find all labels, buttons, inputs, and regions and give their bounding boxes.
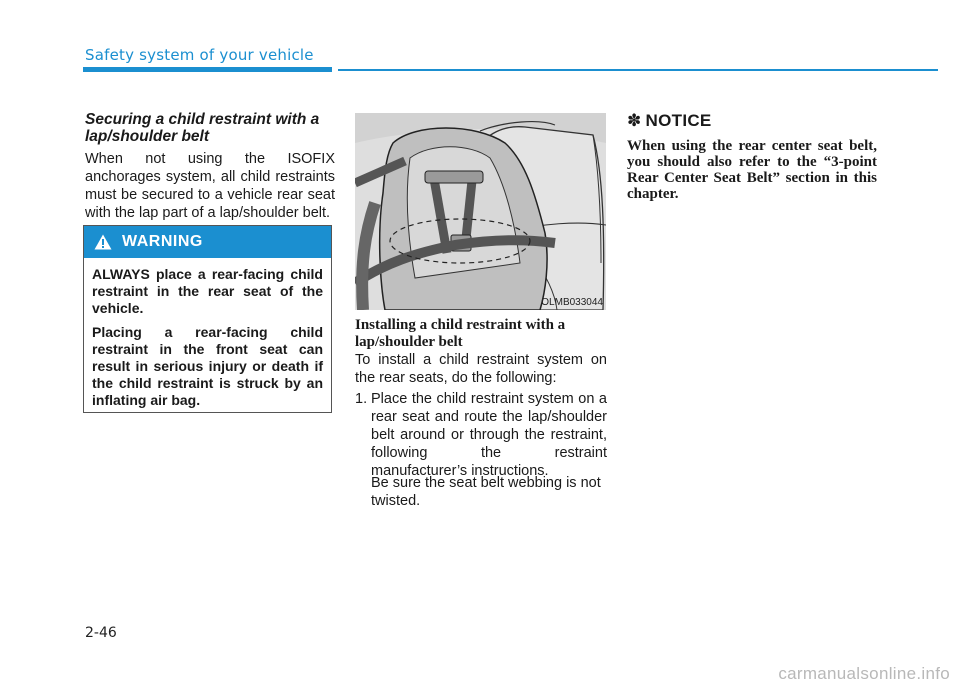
install-step [355,390,607,480]
notice-label: NOTICE [645,111,712,130]
watermark: carmanualsonline.info [778,664,950,683]
warning-box [83,225,332,413]
page-number: 2-46 [85,625,117,641]
warning-paragraph: ALWAYS place a rear-facing child restraint in the rear seat of the vehicle. [92,266,323,316]
isofix-paragraph: When not using the ISOFIX anchorages system, all child restraints must be secured to a vehicle rear seat with the lap part of a lap/shoulder belt. [85,151,335,221]
install-intro: To install a child restraint system on the rear seats, do the following: [355,352,607,386]
step-number: 1. [355,391,368,407]
section-title: Safety system of your vehicle [85,46,314,64]
warning-triangle-icon [94,234,112,250]
figure-code: OLMB033044 [541,297,603,308]
warning-header [84,226,331,258]
header-rule-thick [83,67,332,72]
step-subtext: Be sure the seat belt webbing is not twisted. [371,475,601,509]
header-rule-thin [338,69,938,71]
warning-body [84,258,331,409]
notice-text: When using the rear center seat belt, you should also refer to the “3-point Rear Center Seat Belt” section in this chapter. [627,138,877,202]
child-restraint-heading: Securing a child restraint with a lap/shoulder belt [85,111,320,145]
warning-paragraph: Placing a rear-facing child restraint in the front seat can result in serious injury or death if the child restraint is struck by an inflating air bag. [92,324,323,408]
child-seat-illustration [355,113,606,310]
notice-title [627,111,712,131]
warning-label: WARNING [122,233,203,250]
installing-heading: Installing a child restraint with a lap/shoulder belt [355,317,566,350]
notice-mark-icon: ✽ [627,111,642,130]
child-seat-drawing [355,113,606,310]
step-text: Place the child restraint system on a rear seat and route the lap/shoulder belt around or through the restraint, following the restraint manufacturer’s instructions. [371,391,607,479]
